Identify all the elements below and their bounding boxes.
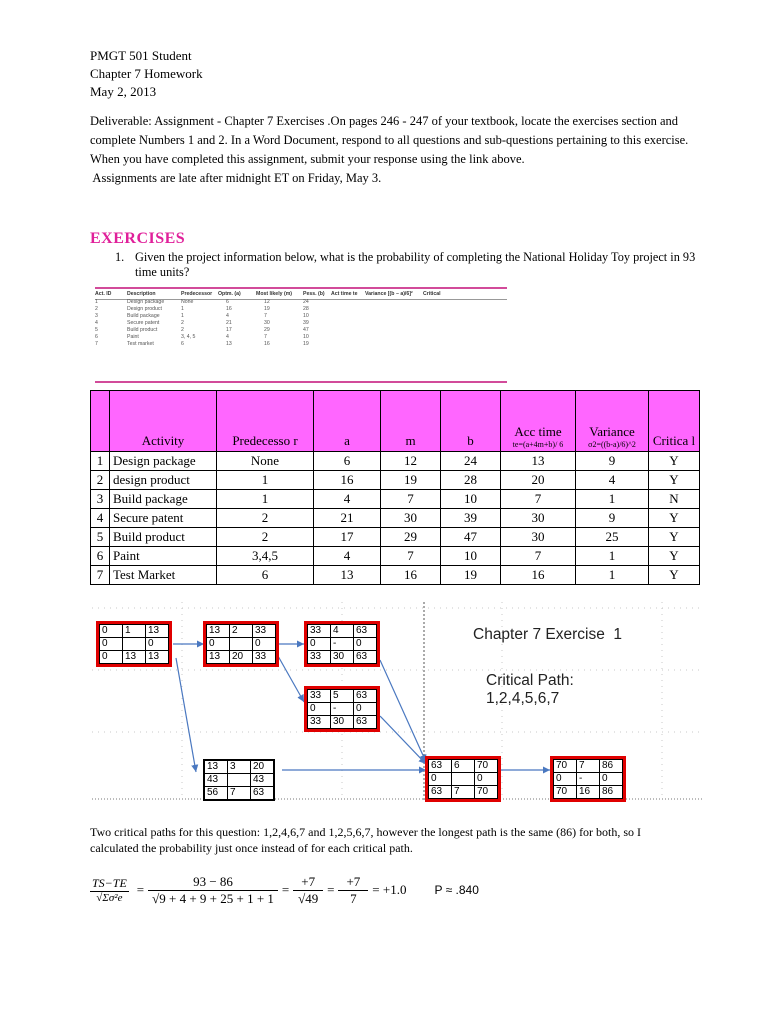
activity-id: 4 <box>331 625 354 638</box>
cell: 1 <box>576 566 649 585</box>
cell: 39 <box>441 509 501 528</box>
cell: 16 <box>381 566 441 585</box>
es: 70 <box>554 760 577 773</box>
cell: 4 <box>314 547 381 566</box>
cell: 47 <box>441 528 501 547</box>
duration: 16 <box>577 786 600 799</box>
cell: None <box>217 452 314 471</box>
acc-time-formula: te=(a+4m+b)/ 6 <box>512 440 564 449</box>
cell: 19 <box>441 566 501 585</box>
ef: 33 <box>253 625 276 638</box>
textbook-table <box>95 291 441 348</box>
lf: 63 <box>354 651 377 664</box>
td: 5 <box>95 327 98 333</box>
lf: 70 <box>475 786 498 799</box>
td: 3 <box>95 313 98 319</box>
th: Variance [(b − a)/6]² <box>365 291 413 297</box>
blank: - <box>331 703 354 716</box>
activity-id: 3 <box>228 761 251 774</box>
deliverable-block <box>90 112 690 188</box>
col-m-header: m <box>381 391 441 452</box>
fraction-2 <box>297 874 319 907</box>
activity-id: 7 <box>577 760 600 773</box>
cell: 6 <box>91 547 110 566</box>
lf: 13 <box>146 651 169 664</box>
cell: 9 <box>576 452 649 471</box>
slack: 0 <box>253 638 276 651</box>
td: 17 <box>226 327 232 333</box>
col-b-header: b <box>441 391 501 452</box>
duration: 7 <box>452 786 475 799</box>
cell: 2 <box>91 471 110 490</box>
td: 12 <box>264 299 270 305</box>
td: 19 <box>264 306 270 312</box>
td: 39 <box>303 320 309 326</box>
duration: 30 <box>331 716 354 729</box>
cell: 16 <box>314 471 381 490</box>
z-numerator: TS−TE <box>92 876 127 890</box>
header-line-title: Chapter 7 Homework <box>90 66 203 81</box>
acc-time-label: Acc time <box>514 424 562 439</box>
ls: 63 <box>429 786 452 799</box>
slack: 0 <box>475 773 498 786</box>
td: 2 <box>95 306 98 312</box>
z-result: = +1.0 <box>372 882 407 897</box>
ef: 86 <box>600 760 623 773</box>
cell: 1 <box>217 490 314 509</box>
table-row <box>95 327 441 334</box>
ls: 13 <box>207 651 230 664</box>
col-acc-time-header <box>501 391 576 452</box>
cell: 1 <box>91 452 110 471</box>
td: 47 <box>303 327 309 333</box>
cell: 10 <box>441 490 501 509</box>
activity-id: 1 <box>123 625 146 638</box>
td: 3, 4, 5 <box>181 334 196 340</box>
blank <box>228 774 251 787</box>
fraction-1-denominator: √9 + 4 + 9 + 25 + 1 + 1 <box>152 890 274 906</box>
slack: 0 <box>308 638 331 651</box>
probability-result: P ≈ .840 <box>434 883 479 897</box>
blank <box>452 773 475 786</box>
td: 16 <box>226 306 232 312</box>
slack: 0 <box>429 773 452 786</box>
td: 10 <box>303 313 309 319</box>
es: 33 <box>308 690 331 703</box>
cell: 4 <box>91 509 110 528</box>
table-row <box>95 299 441 306</box>
th: Critical <box>423 291 441 297</box>
cell: 4 <box>314 490 381 509</box>
equals-sign: = <box>327 882 335 897</box>
col-variance-header <box>576 391 649 452</box>
cell: N <box>649 490 700 509</box>
cell: 1 <box>576 547 649 566</box>
cell: 30 <box>501 528 576 547</box>
td: 21 <box>226 320 232 326</box>
cell: 3 <box>91 490 110 509</box>
activity-id: 2 <box>230 625 253 638</box>
td: None <box>181 299 194 305</box>
td: Paint <box>127 334 139 340</box>
ls: 56 <box>205 787 228 800</box>
deliverable-paragraph: Deliverable: Assignment - Chapter 7 Exercises .On pages 246 - 247 of your textbook, locate the exercises section and complete Numbers 1 and 2. In a Word Document, respond to all questions and sub-questions pertaining to this exercise. <box>90 114 689 147</box>
equals-sign: = <box>281 882 290 897</box>
table-row <box>95 341 441 348</box>
question-number: 1. <box>115 250 125 264</box>
cell: 24 <box>441 452 501 471</box>
textbook-table-header <box>95 291 441 299</box>
td: 6 <box>181 341 184 347</box>
cell: 19 <box>381 471 441 490</box>
td: 10 <box>303 334 309 340</box>
doc-header <box>90 47 203 101</box>
td: Test market <box>127 341 154 347</box>
late-notice: Assignments are late after midnight ET on Friday, May 3. <box>90 171 382 185</box>
td: 1 <box>181 313 184 319</box>
table-top-rule <box>95 287 507 289</box>
td: 4 <box>95 320 98 326</box>
cell: 20 <box>501 471 576 490</box>
cell: Y <box>649 566 700 585</box>
slack: 0 <box>354 703 377 716</box>
slack: 0 <box>207 638 230 651</box>
cell: 4 <box>576 471 649 490</box>
cell: 7 <box>501 490 576 509</box>
slack: 0 <box>100 638 123 651</box>
cell: Y <box>649 528 700 547</box>
th: Act time te <box>331 291 358 297</box>
td: 28 <box>303 306 309 312</box>
explanation-text: Two critical paths for this question: 1,2,4,6,7 and 1,2,5,6,7, however the longest path is the same (86) for both, so I calculated the probability just once instead of for each critical path. <box>90 825 642 855</box>
cell: 17 <box>314 528 381 547</box>
probability-formula <box>90 868 479 912</box>
table-row <box>91 471 700 490</box>
table-row <box>91 490 700 509</box>
cell: 1 <box>576 490 649 509</box>
cell: 28 <box>441 471 501 490</box>
duration: 7 <box>228 787 251 800</box>
textbook-table-image <box>95 287 507 383</box>
equals-sign: = <box>136 882 145 897</box>
node-activity-5 <box>304 686 380 732</box>
td: 1 <box>95 299 98 305</box>
cell: 30 <box>381 509 441 528</box>
cell: Y <box>649 547 700 566</box>
duration: 30 <box>331 651 354 664</box>
cell: 2 <box>217 509 314 528</box>
cell: 5 <box>91 528 110 547</box>
fraction-2-numerator: +7 <box>293 874 323 891</box>
td: 1 <box>181 306 184 312</box>
table-bottom-rule <box>95 381 507 383</box>
cell: Build product <box>110 528 217 547</box>
table-row <box>91 509 700 528</box>
cell: 7 <box>381 490 441 509</box>
cell: design product <box>110 471 217 490</box>
fraction-1 <box>152 874 274 907</box>
node-activity-4 <box>304 621 380 667</box>
slack: 0 <box>146 638 169 651</box>
cell: 29 <box>381 528 441 547</box>
cell: 30 <box>501 509 576 528</box>
cell: 7 <box>501 547 576 566</box>
duration: 20 <box>230 651 253 664</box>
node-activity-6 <box>425 756 501 802</box>
z-denominator: √Σσ²e <box>96 892 123 904</box>
td: 2 <box>181 320 184 326</box>
td: Secure patent <box>127 320 160 326</box>
th: Optm. (a) <box>218 291 241 297</box>
td: 29 <box>264 327 270 333</box>
lf: 63 <box>354 716 377 729</box>
td: 4 <box>226 334 229 340</box>
th: Predecessor <box>181 291 213 297</box>
ls: 0 <box>100 651 123 664</box>
z-fraction <box>90 876 129 904</box>
lf: 33 <box>253 651 276 664</box>
table-row <box>91 452 700 471</box>
es: 13 <box>207 625 230 638</box>
td: 7 <box>95 341 98 347</box>
slack: 0 <box>554 773 577 786</box>
submit-instruction: When you have completed this assignment, submit your response using the link above. <box>90 152 525 166</box>
slack: 43 <box>251 774 274 787</box>
cell: 21 <box>314 509 381 528</box>
cell: 13 <box>314 566 381 585</box>
cell: 3,4,5 <box>217 547 314 566</box>
es: 63 <box>429 760 452 773</box>
ef: 63 <box>354 625 377 638</box>
ls: 33 <box>308 716 331 729</box>
cell: 7 <box>91 566 110 585</box>
activity-table <box>90 390 700 585</box>
table-row <box>91 528 700 547</box>
td: 30 <box>264 320 270 326</box>
fraction-3-denominator: 7 <box>350 890 357 906</box>
header-line-date: May 2, 2013 <box>90 84 157 99</box>
fraction-1-numerator: 93 − 86 <box>148 874 278 891</box>
col-a-header: a <box>314 391 381 452</box>
td: 6 <box>95 334 98 340</box>
cell: 13 <box>501 452 576 471</box>
col-predecessor-header: Predecesso r <box>217 391 314 452</box>
activity-id: 6 <box>452 760 475 773</box>
node-activity-2 <box>203 621 279 667</box>
ef: 63 <box>354 690 377 703</box>
question-text: Given the project information below, what is the probability of completing the National Holiday Toy project in 93 time units? <box>135 250 696 279</box>
table-row <box>91 566 700 585</box>
td: 16 <box>264 341 270 347</box>
td: 7 <box>264 334 267 340</box>
cell: Y <box>649 471 700 490</box>
cell: 6 <box>217 566 314 585</box>
fraction-3-numerator: +7 <box>338 874 368 891</box>
blank: - <box>331 638 354 651</box>
node-activity-7 <box>550 756 626 802</box>
ef: 70 <box>475 760 498 773</box>
col-id-header <box>91 391 110 452</box>
th: Pess. (b) <box>303 291 325 297</box>
ef: 13 <box>146 625 169 638</box>
cell: 7 <box>381 547 441 566</box>
td: Design product <box>127 306 162 312</box>
cell: Y <box>649 452 700 471</box>
duration: 13 <box>123 651 146 664</box>
critical-path-label: Critical Path: <box>486 672 574 689</box>
activity-table-header <box>91 391 700 452</box>
cell: 2 <box>217 528 314 547</box>
blank: - <box>577 773 600 786</box>
exercises-heading: EXERCISES <box>90 230 186 247</box>
td: Build product <box>127 327 158 333</box>
cell: Test Market <box>110 566 217 585</box>
lf: 63 <box>251 787 274 800</box>
activity-id: 5 <box>331 690 354 703</box>
slack: 0 <box>308 703 331 716</box>
es: 33 <box>308 625 331 638</box>
blank <box>123 638 146 651</box>
cell: 16 <box>501 566 576 585</box>
cell: 25 <box>576 528 649 547</box>
th: Most likely (m) <box>256 291 293 297</box>
td: 19 <box>303 341 309 347</box>
cell: Design package <box>110 452 217 471</box>
th: Description <box>127 291 156 297</box>
table-row <box>95 306 441 313</box>
slack: 43 <box>205 774 228 787</box>
lf: 86 <box>600 786 623 799</box>
table-row <box>95 320 441 327</box>
diagram-title: Chapter 7 Exercise 1 <box>473 626 623 643</box>
cell: Secure patent <box>110 509 217 528</box>
td: 24 <box>303 299 309 305</box>
fraction-3 <box>342 874 364 907</box>
cell: 1 <box>217 471 314 490</box>
td: 6 <box>226 299 229 305</box>
network-diagram <box>92 602 702 800</box>
td: 4 <box>226 313 229 319</box>
fraction-2-denominator: √49 <box>298 890 319 906</box>
table-row <box>95 334 441 341</box>
td: Build package <box>127 313 160 319</box>
node-activity-1 <box>96 621 172 667</box>
cell: Build package <box>110 490 217 509</box>
col-activity-header: Activity <box>110 391 217 452</box>
col-critical-header: Critica l <box>649 391 700 452</box>
td: 2 <box>181 327 184 333</box>
th: Act. ID <box>95 291 112 297</box>
es: 0 <box>100 625 123 638</box>
cell: 10 <box>441 547 501 566</box>
cell: 6 <box>314 452 381 471</box>
td: Design package <box>127 299 165 305</box>
ef: 20 <box>251 761 274 774</box>
cell: 12 <box>381 452 441 471</box>
cell: Paint <box>110 547 217 566</box>
td: 7 <box>264 313 267 319</box>
cell: Y <box>649 509 700 528</box>
slack: 0 <box>600 773 623 786</box>
blank <box>230 638 253 651</box>
node-activity-3 <box>203 759 275 801</box>
ls: 70 <box>554 786 577 799</box>
table-row <box>91 547 700 566</box>
table-row <box>95 313 441 320</box>
cell: 9 <box>576 509 649 528</box>
slack: 0 <box>354 638 377 651</box>
es: 13 <box>205 761 228 774</box>
critical-path-value: 1,2,4,5,6,7 <box>486 690 560 707</box>
variance-label: Variance <box>589 424 635 439</box>
variance-formula: σ2=((b-a)/6)^2 <box>588 440 636 449</box>
td: 13 <box>226 341 232 347</box>
ls: 33 <box>308 651 331 664</box>
header-line-course: PMGT 501 Student <box>90 48 192 63</box>
